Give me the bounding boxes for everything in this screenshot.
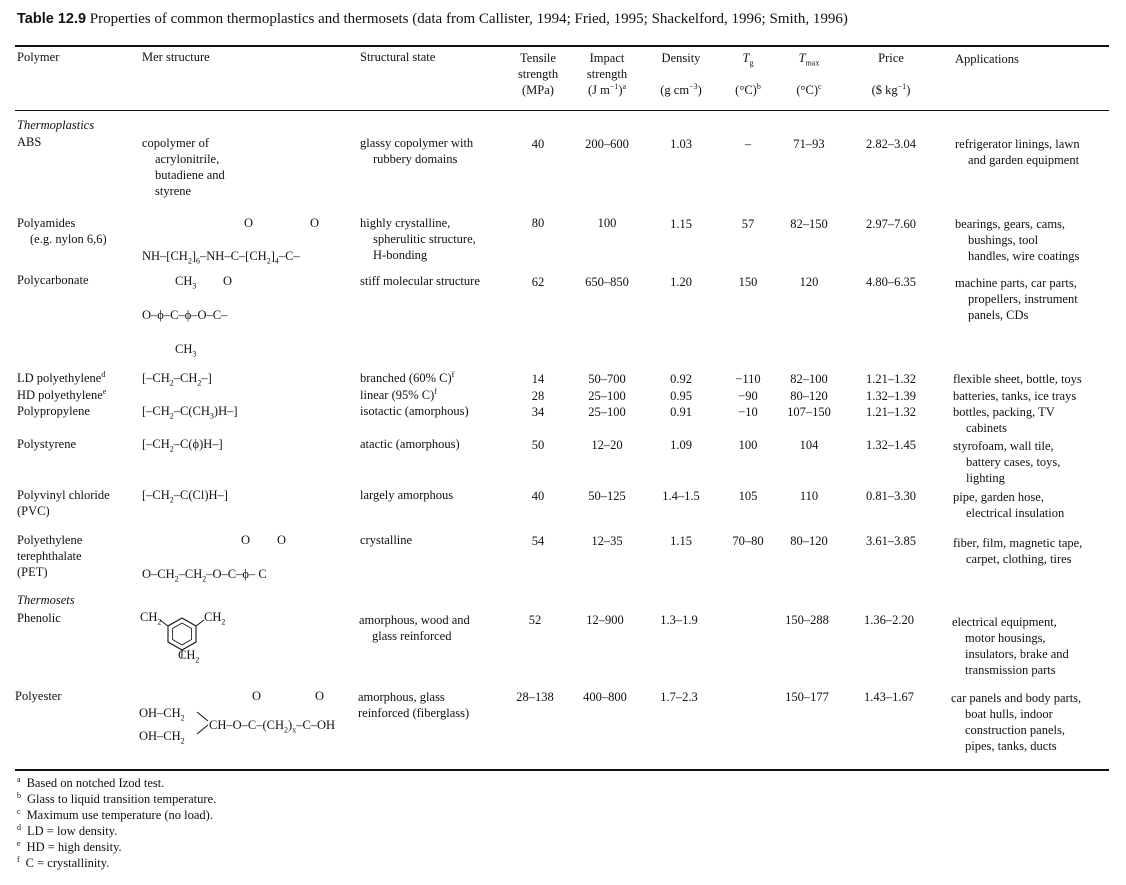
row-polyamides-impact: 100 xyxy=(597,216,617,230)
apps-line: electrical equipment, xyxy=(952,615,1057,629)
row-phenolic-apps xyxy=(952,614,1069,678)
row-polyamides-tmax: 82–150 xyxy=(790,217,828,231)
polymer-name-detail: (e.g. nylon 6,6) xyxy=(30,232,107,246)
apps-line: cabinets xyxy=(966,421,1007,435)
header-tg xyxy=(724,50,772,98)
header-price-line2 xyxy=(856,82,926,98)
row-ldpe-tmax: 82–100 xyxy=(790,372,828,386)
mer-part: ] xyxy=(270,249,275,263)
header-density-exp: −3 xyxy=(689,81,698,91)
polymer-name-detail: terephthalate xyxy=(17,549,82,563)
apps-line: panels, CDs xyxy=(968,308,1029,322)
row-polycarbonate-impact: 650–850 xyxy=(585,275,629,289)
section-thermosets: Thermosets xyxy=(17,593,75,607)
polymer-name: Polyvinyl chloride xyxy=(17,488,110,502)
mer-subscript: 2 xyxy=(187,256,192,266)
row-polyester-tmax: 150–177 xyxy=(785,690,829,704)
row-polyester-mer: $CH-O-C-(CH_2)_x-C-OH$ xyxy=(209,718,336,735)
row-polycarbonate-price: 4.80–6.35 xyxy=(866,275,916,289)
footnote-ref: f xyxy=(434,386,437,396)
mer-part: –C– xyxy=(278,249,300,263)
row-polycarbonate-mer: O–ϕ–C–ϕ–O–C– xyxy=(142,308,228,322)
row-pet-tmax: 80–120 xyxy=(790,534,828,548)
row-polystyrene-mer xyxy=(142,436,223,452)
apps-line: transmission parts xyxy=(965,663,1056,677)
header-price-unit: ($ kg xyxy=(871,83,898,97)
row-polyamides-apps xyxy=(955,216,1079,264)
header-price-exp: −1 xyxy=(897,81,907,91)
row-hdpe-tmax: 80–120 xyxy=(790,389,828,403)
apps-line: pipe, garden hose, xyxy=(953,490,1044,504)
row-hdpe-name xyxy=(17,387,106,403)
header-density-line1: Density xyxy=(661,51,701,65)
row-polystyrene-price: 1.32–1.45 xyxy=(866,438,916,452)
mer-subscript: 2 xyxy=(284,725,289,735)
row-abs-apps xyxy=(955,136,1080,168)
apps-line: boat hulls, indoor xyxy=(965,707,1053,721)
polymer-name: HD polyethylene xyxy=(17,388,103,402)
mer-subscript: 2 xyxy=(180,713,185,723)
apps-line: bearings, gears, cams, xyxy=(955,217,1066,231)
header-density-line2 xyxy=(648,82,714,98)
footnote-mark: f xyxy=(17,854,20,864)
polymer-name: Polyamides xyxy=(17,216,76,230)
header-tmax-symbol: T xyxy=(798,51,806,65)
polyester-branch-bonds xyxy=(196,710,210,736)
row-abs-density: 1.03 xyxy=(670,137,692,151)
header-impact-exp: −1 xyxy=(609,81,619,91)
row-phenolic-price: 1.36–2.20 xyxy=(864,613,914,627)
header-price-line1: Price xyxy=(878,51,904,65)
row-polypropylene-tg: −10 xyxy=(738,405,758,419)
mer-subscript: 2 xyxy=(157,617,162,627)
polymer-name-detail: (PVC) xyxy=(17,504,50,518)
mer-part: [–CH xyxy=(142,437,170,451)
mer-subscript: 3 xyxy=(192,349,197,359)
footnote-e xyxy=(17,839,122,855)
header-impact xyxy=(572,50,642,98)
mer-subscript: 3 xyxy=(192,281,197,291)
mer-subscript: 3 xyxy=(209,411,214,421)
footnote-text: Maximum use temperature (no load). xyxy=(26,808,213,822)
header-tmax-line1 xyxy=(780,50,838,66)
footnote-mark: a xyxy=(17,774,21,784)
polyester-oxygen-2: O xyxy=(315,689,325,703)
row-polyester-tensile: 28–138 xyxy=(516,690,554,704)
polyester-branch-lower xyxy=(139,728,185,744)
apps-line: handles, wire coatings xyxy=(968,249,1080,263)
row-polypropylene-tensile: 34 xyxy=(531,405,545,419)
row-polypropylene-name: Polypropylene xyxy=(17,404,90,418)
table-label: Table 12.9 xyxy=(17,11,87,27)
mer-part: CH xyxy=(178,648,196,662)
row-abs-mer xyxy=(142,135,225,199)
mer-part: )H–] xyxy=(213,404,238,418)
footnote-ref: f xyxy=(451,369,455,379)
row-polystyrene-name: Polystyrene xyxy=(17,437,77,451)
apps-line: machine parts, car parts, xyxy=(955,276,1077,290)
state-line: linear (95% C) xyxy=(360,388,435,402)
top-rule xyxy=(15,45,1109,47)
mer-subscript: 6 xyxy=(196,256,201,266)
row-polyester-name: Polyester xyxy=(15,689,62,703)
table-title: Properties of common thermoplastics and thermosets (data from Callister, 1994; Fried, 1995; Shackelford, 1996; Smith, 1996) xyxy=(89,11,848,27)
row-polystyrene-tensile: 50 xyxy=(531,438,545,452)
header-structural-state: Structural state xyxy=(360,50,436,64)
row-pet-state: crystalline xyxy=(360,533,413,547)
row-polyester-state xyxy=(358,689,469,721)
row-abs-state xyxy=(360,135,473,167)
mer-part: –CH xyxy=(178,567,203,581)
row-polypropylene-impact: 25–100 xyxy=(588,405,626,419)
mer-subscript: 2 xyxy=(197,378,202,388)
mer-line: styrene xyxy=(155,184,192,198)
header-tensile-line3: (MPa) xyxy=(522,83,554,97)
polyamides-oxygen-2: O xyxy=(310,216,320,230)
apps-line: bottles, packing, TV xyxy=(953,405,1055,419)
row-pvc-density: 1.4–1.5 xyxy=(662,489,700,503)
row-pvc-tg: 105 xyxy=(738,489,758,503)
state-line: spherulitic structure, xyxy=(373,232,476,246)
row-polycarbonate-density: 1.20 xyxy=(670,275,692,289)
row-polyamides-name xyxy=(17,215,107,247)
row-phenolic-state xyxy=(359,612,470,644)
row-abs-tensile: 40 xyxy=(531,137,545,151)
row-polystyrene-tmax: 104 xyxy=(799,438,819,452)
polymer-name: LD polyethylene xyxy=(17,371,102,385)
polycarbonate-methyl-bottom xyxy=(175,341,196,357)
mer-part: OH–CH xyxy=(139,729,181,743)
row-ldpe-density: 0.92 xyxy=(670,372,692,386)
mer-part: –O–C–ϕ– C xyxy=(206,567,267,581)
apps-line: and garden equipment xyxy=(968,153,1080,167)
row-polystyrene-impact: 12–20 xyxy=(591,438,623,452)
mer-part: –C–OH xyxy=(296,718,336,732)
row-abs-price: 2.82–3.04 xyxy=(866,137,916,151)
header-impact-line2: strength xyxy=(586,67,628,81)
header-tmax-line2 xyxy=(780,82,838,98)
apps-line: refrigerator linings, lawn xyxy=(955,137,1080,151)
row-pet-price: 3.61–3.85 xyxy=(866,534,916,548)
mer-line: copolymer of xyxy=(142,136,209,150)
mer-subscript: 2 xyxy=(266,256,271,266)
apps-line: carpet, clothing, tires xyxy=(966,552,1072,566)
apps-line: lighting xyxy=(966,471,1005,485)
row-ldpe-apps: flexible sheet, bottle, toys xyxy=(953,372,1082,386)
row-polypropylene-price: 1.21–1.32 xyxy=(866,405,916,419)
row-polyester-apps xyxy=(951,690,1081,754)
row-pvc-impact: 50–125 xyxy=(588,489,626,503)
header-impact-close: ) xyxy=(618,83,623,97)
row-polyester-impact: 400–800 xyxy=(583,690,627,704)
row-polycarbonate-tmax: 120 xyxy=(799,275,819,289)
table-caption xyxy=(17,11,848,28)
row-phenolic-impact: 12–900 xyxy=(586,613,624,627)
mer-subscript: 2 xyxy=(195,655,200,665)
footnote-mark: c xyxy=(17,806,21,816)
footnote-d xyxy=(17,823,117,839)
row-pvc-mer xyxy=(142,487,228,503)
footnote-mark: d xyxy=(17,822,21,832)
apps-line: propellers, instrument xyxy=(968,292,1078,306)
header-mer-structure: Mer structure xyxy=(142,50,210,64)
header-tmax xyxy=(780,50,838,98)
header-polymer: Polymer xyxy=(17,50,60,64)
footnote-mark: e xyxy=(17,838,21,848)
header-tmax-note: c xyxy=(818,81,822,91)
footnote-mark: b xyxy=(17,790,21,800)
row-hdpe-tg: −90 xyxy=(738,389,758,403)
header-density-unit: (g cm xyxy=(660,83,690,97)
row-ldpe-mer xyxy=(142,370,212,386)
mer-line: acrylonitrile, xyxy=(155,152,220,166)
row-pet-apps xyxy=(953,535,1082,567)
row-pet-mer xyxy=(142,566,267,582)
header-impact-line3 xyxy=(572,82,642,98)
mer-subscript: x xyxy=(292,725,297,735)
header-impact-line1: Impact xyxy=(589,51,625,65)
row-polyamides-density: 1.15 xyxy=(670,217,692,231)
mer-part: O–CH xyxy=(142,567,175,581)
row-polyamides-price: 2.97–7.60 xyxy=(866,217,916,231)
apps-line: motor housings, xyxy=(965,631,1046,645)
header-impact-note: a xyxy=(622,81,627,91)
apps-line: battery cases, toys, xyxy=(966,455,1061,469)
header-tg-note: b xyxy=(756,81,761,91)
row-pvc-name xyxy=(17,487,110,519)
row-hdpe-state xyxy=(360,387,437,403)
row-pet-tg: 70–80 xyxy=(732,534,764,548)
mer-part: –C(ϕ)H–] xyxy=(173,437,223,451)
mer-subscript: 2 xyxy=(169,411,174,421)
row-ldpe-tensile: 14 xyxy=(531,372,545,386)
row-polypropylene-apps xyxy=(953,404,1055,436)
mer-part: CH xyxy=(175,342,193,356)
header-impact-unit: (J m xyxy=(587,83,610,97)
mer-subscript: 2 xyxy=(202,574,207,584)
row-polypropylene-state: isotactic (amorphous) xyxy=(360,404,469,418)
apps-line: construction panels, xyxy=(965,723,1065,737)
apps-line: pipes, tanks, ducts xyxy=(965,739,1057,753)
row-polyester-density: 1.7–2.3 xyxy=(660,690,698,704)
phenolic-ch2-right xyxy=(204,609,225,625)
mer-subscript: 2 xyxy=(221,617,226,627)
polymer-name-detail: (PET) xyxy=(17,565,48,579)
header-tmax-unit: (°C) xyxy=(796,83,819,97)
state-line: highly crystalline, xyxy=(360,216,451,230)
row-hdpe-impact: 25–100 xyxy=(588,389,626,403)
row-hdpe-tensile: 28 xyxy=(531,389,545,403)
footnote-c xyxy=(17,807,213,823)
pet-oxygen-1: O xyxy=(241,533,251,547)
row-polypropylene-density: 0.91 xyxy=(670,405,692,419)
row-phenolic-name: Phenolic xyxy=(17,611,61,625)
footnote-text: C = crystallinity. xyxy=(25,856,110,870)
row-polycarbonate-state: stiff molecular structure xyxy=(360,274,480,288)
header-tensile xyxy=(508,50,568,98)
header-density xyxy=(648,50,714,98)
polycarbonate-oxygen: O xyxy=(223,274,233,288)
mer-part: CH xyxy=(204,610,222,624)
mer-subscript: 2 xyxy=(174,574,179,584)
mer-part: CH–O–C–(CH xyxy=(209,718,285,732)
row-ldpe-impact: 50–700 xyxy=(588,372,626,386)
row-polyester-price: 1.43–1.67 xyxy=(864,690,914,704)
phenolic-ch2-left xyxy=(140,609,161,625)
row-polystyrene-density: 1.09 xyxy=(670,438,692,452)
apps-line: bushings, tool xyxy=(968,233,1039,247)
row-polystyrene-tg: 100 xyxy=(738,438,758,452)
footnote-text: Based on notched Izod test. xyxy=(26,776,165,790)
row-polyamides-tensile: 80 xyxy=(531,216,545,230)
section-thermoplastics: Thermoplastics xyxy=(17,118,95,132)
row-polycarbonate-apps xyxy=(955,275,1078,323)
mer-part: [–CH xyxy=(142,371,170,385)
mer-part: NH–[CH xyxy=(142,249,188,263)
mer-part: –NH–C–[CH xyxy=(200,249,267,263)
row-pet-name xyxy=(17,532,82,580)
phenolic-ch2-bottom xyxy=(178,647,199,663)
mer-part: –CH xyxy=(173,371,198,385)
row-polycarbonate-tg: 150 xyxy=(738,275,758,289)
row-abs-tg: – xyxy=(744,137,752,151)
header-tg-sub: g xyxy=(749,58,754,68)
mer-subscript: 2 xyxy=(169,378,174,388)
state-line: glassy copolymer with xyxy=(360,136,474,150)
mer-subscript: 4 xyxy=(274,256,279,266)
row-phenolic-tensile: 52 xyxy=(528,613,542,627)
row-pet-impact: 12–35 xyxy=(591,534,623,548)
polyamides-oxygen-1: O xyxy=(244,216,254,230)
mer-part: –] xyxy=(201,371,212,385)
mer-part: –C(CH xyxy=(173,404,210,418)
header-tensile-line2: strength xyxy=(517,67,559,81)
footnote-text: Glass to liquid transition temperature. xyxy=(27,792,217,806)
apps-line: styrofoam, wall tile, xyxy=(953,439,1054,453)
mer-part: [–CH xyxy=(142,488,170,502)
pet-oxygen-2: O xyxy=(277,533,287,547)
header-price xyxy=(856,50,926,98)
header-density-close: ) xyxy=(697,83,702,97)
apps-line: insulators, brake and xyxy=(965,647,1069,661)
state-line: reinforced (fiberglass) xyxy=(358,706,470,720)
header-tg-unit: (°C) xyxy=(735,83,757,97)
row-hdpe-density: 0.95 xyxy=(670,389,692,403)
row-abs-impact: 200–600 xyxy=(585,137,629,151)
row-hdpe-price: 1.32–1.39 xyxy=(866,389,916,403)
mer-part: ] xyxy=(191,249,197,263)
row-polyamides-state xyxy=(360,215,476,263)
row-polycarbonate-name: Polycarbonate xyxy=(17,273,89,287)
state-line: branched (60% C) xyxy=(360,371,452,385)
footnote-b xyxy=(17,791,216,807)
footnote-text: LD = low density. xyxy=(27,824,118,838)
header-tg-line2 xyxy=(724,82,772,98)
row-polypropylene-mer xyxy=(142,403,238,419)
row-polycarbonate-tensile: 62 xyxy=(531,275,545,289)
row-abs-name: ABS xyxy=(17,135,42,149)
row-phenolic-tmax: 150–288 xyxy=(785,613,829,627)
state-line: amorphous, wood and xyxy=(359,613,470,627)
mer-subscript: 2 xyxy=(169,444,174,454)
header-rule xyxy=(15,110,1109,111)
footnote-ref: d xyxy=(101,369,106,379)
row-ldpe-state xyxy=(360,370,454,386)
row-ldpe-name xyxy=(17,370,105,386)
apps-line: car panels and body parts, xyxy=(951,691,1082,705)
row-polystyrene-apps xyxy=(953,438,1060,486)
mer-part: –C(Cl)H–] xyxy=(173,488,228,502)
mer-part: CH xyxy=(140,610,158,624)
footnote-f xyxy=(17,855,109,871)
mer-subscript: 2 xyxy=(180,736,185,746)
header-tensile-line1: Tensile xyxy=(520,51,556,65)
row-polypropylene-tmax: 107–150 xyxy=(787,405,831,419)
mer-part: CH xyxy=(175,274,193,288)
footnote-ref: e xyxy=(102,386,107,396)
row-phenolic-density: 1.3–1.9 xyxy=(660,613,698,627)
footnote-text: HD = high density. xyxy=(26,840,122,854)
polycarbonate-methyl-top xyxy=(175,273,196,289)
polymer-name: Polyethylene xyxy=(17,533,83,547)
row-hdpe-apps: batteries, tanks, ice trays xyxy=(953,389,1077,403)
mer-line: butadiene and xyxy=(155,168,225,182)
header-applications: Applications xyxy=(955,52,1019,66)
header-tg-line1 xyxy=(724,50,772,66)
row-polystyrene-state: atactic (amorphous) xyxy=(360,437,460,451)
header-tmax-sub: max xyxy=(805,58,820,68)
state-line: rubbery domains xyxy=(373,152,458,166)
row-pet-tensile: 54 xyxy=(531,534,545,548)
mer-subscript: 2 xyxy=(169,495,174,505)
apps-line: electrical insulation xyxy=(966,506,1065,520)
row-abs-tmax: 71–93 xyxy=(793,137,825,151)
row-pet-density: 1.15 xyxy=(670,534,692,548)
row-pvc-state: largely amorphous xyxy=(360,488,454,502)
row-polyamides-tg: 57 xyxy=(741,217,755,231)
apps-line: fiber, film, magnetic tape, xyxy=(953,536,1083,550)
mer-part: OH–CH xyxy=(139,706,181,720)
polyester-branch-upper xyxy=(139,705,185,721)
header-tg-symbol: T xyxy=(742,51,750,65)
row-pvc-apps xyxy=(953,489,1064,521)
row-pvc-tmax: 110 xyxy=(799,489,819,503)
state-line: amorphous, glass xyxy=(358,690,445,704)
footnote-a xyxy=(17,775,164,791)
polyester-oxygen-1: O xyxy=(252,689,262,703)
row-pvc-tensile: 40 xyxy=(531,489,545,503)
bottom-rule xyxy=(15,769,1109,771)
row-polyamides-mer xyxy=(142,248,300,264)
row-ldpe-price: 1.21–1.32 xyxy=(866,372,916,386)
row-pvc-price: 0.81–3.30 xyxy=(866,489,916,503)
header-price-close: ) xyxy=(906,83,911,97)
mer-part: [–CH xyxy=(142,404,170,418)
state-line: H-bonding xyxy=(373,248,428,262)
row-ldpe-tg: −110 xyxy=(735,372,761,386)
state-line: glass reinforced xyxy=(372,629,452,643)
